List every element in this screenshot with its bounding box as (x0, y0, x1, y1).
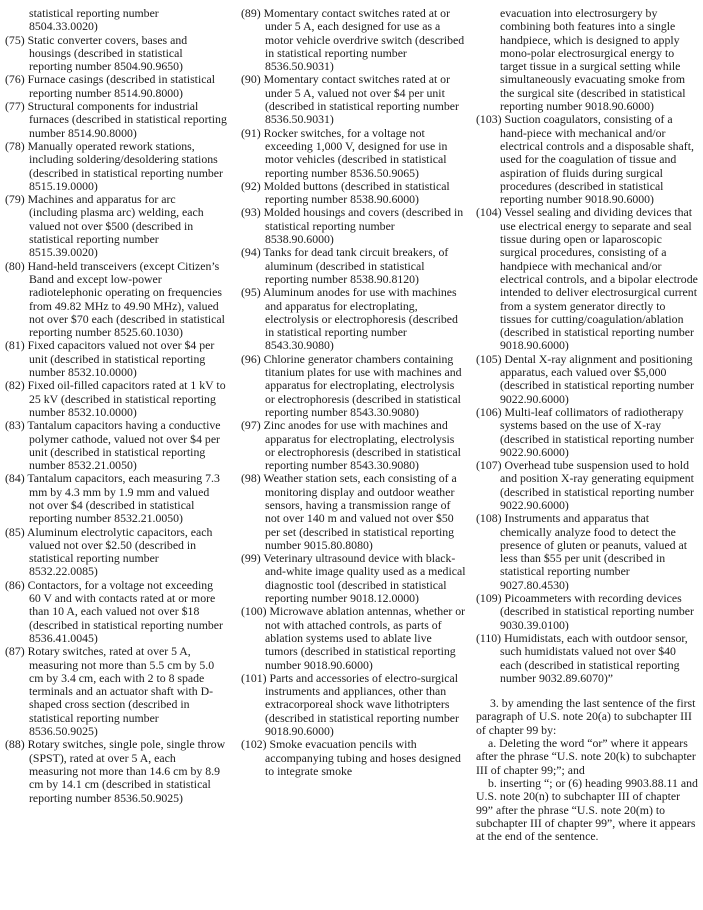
list-item-number: (84) (5, 471, 25, 486)
list-item (241, 7, 466, 73)
column-3 (476, 7, 698, 843)
list-item-number: (93) (241, 205, 261, 220)
list-item (5, 579, 227, 645)
list-item (476, 113, 698, 206)
list-item-number: (103) (476, 112, 502, 127)
list-item-number: (91) (241, 125, 261, 140)
list-item (241, 419, 466, 472)
list-item-text: evacuation into electrosurgery by combining both features into a single handpiece, which is designed to apply mono-polar electrosurgical energy to target tissue in a surgical setting while simultaneously evacuating smoke from the surgical site (described in statistical reporting number 9018.90.6000) (500, 6, 686, 114)
list-item-continuation (476, 7, 698, 113)
list-item (476, 353, 698, 406)
list-item-number: (90) (241, 72, 261, 87)
list-item-number: (102) (241, 737, 267, 752)
list-item (241, 206, 466, 246)
list-item-text: Fixed capacitors valued not over $4 per unit (described in statistical reporting number 8532.10.0000) (27, 338, 215, 380)
list-item-text: Tanks for dead tank circuit breakers, of aluminum (described in statistical reporting number 8538.90.8120) (263, 245, 449, 286)
list-item-text: Smoke evacuation pencils with accompanying tubing and hoses designed to integrate smoke (265, 737, 461, 778)
list-item-text: Hand-held transceivers (except Citizen’s Band and except low-power radiotelephonic operating on frequencies from 49.82 MHz to 49.90 MHz), valued not over $70 each (described in statistical reporting number 8525.60.1030) (27, 258, 225, 340)
amendment-subparagraph: a. Deleting the word “or” where it appears after the phrase “U.S. note 20(k) to subchapter III of chapter 99;”; and (476, 736, 696, 777)
list-item-text: Multi-leaf collimators of radiotherapy systems based on the use of X-ray (described in statistical reporting number 9022.90.6000) (500, 404, 694, 459)
list-item-text: Instruments and apparatus that chemically analyze food to detect the presence of gluten or peanuts, valued at less than $55 per unit (described in statistical reporting number 9027.80.4530) (500, 511, 688, 592)
list-item-number: (81) (5, 338, 25, 353)
list-item-text: Rocker switches, for a voltage not exceeding 1,000 V, designed for use in motor vehicles (described in statistical reporting number 8536.50.9065) (263, 125, 448, 180)
list-item-number: (95) (241, 285, 261, 300)
list-item-continuation (5, 7, 227, 34)
list-item (241, 552, 466, 605)
list-item-text: Suction coagulators, consisting of a hand-piece with mechanical and/or electrical controls and a disposable shaft, used for the coagulation of tissue and aspiration of fluids during surgical procedures (described in statistical reporting number 9018.90.6000) (500, 112, 694, 207)
list-item (5, 379, 227, 419)
list-item-text: Picoammeters with recording devices (described in statistical reporting number 9030.39.0100) (500, 591, 694, 632)
list-item (241, 73, 466, 126)
list-item (476, 632, 698, 685)
list-item (5, 645, 227, 738)
list-item-number: (99) (241, 551, 261, 566)
list-item-text: Tantalum capacitors having a conductive polymer cathode, valued not over $4 per unit (described in statistical reporting number 8532.21.0050) (27, 418, 221, 473)
list-item (5, 419, 227, 472)
list-item-number: (75) (5, 32, 25, 47)
list-item (241, 472, 466, 552)
list-item (5, 73, 227, 100)
list-item-number: (96) (241, 351, 261, 366)
list-item-text: Microwave ablation antennas, whether or not with attached controls, as parts of ablation systems used to ablate live tumors (described in statistical reporting number 9018.90.6000) (265, 604, 466, 672)
list-item-text: Momentary contact switches rated at or under 5 A, each designed for use as a motor vehicle overdrive switch (described in statistical reporting number 8536.50.9031) (263, 6, 465, 74)
list-item-number: (98) (241, 471, 261, 486)
list-item (476, 406, 698, 459)
list-item (476, 592, 698, 632)
column-2 (241, 7, 466, 778)
list-item-text: Fixed oil-filled capacitors rated at 1 kV to 25 kV (described in statistical reporting number 8532.10.0000) (27, 378, 226, 419)
amendment-paragraph: 3. by amending the last sentence of the first paragraph of U.S. note 20(a) to subchapter III of chapter 99 by: (476, 696, 696, 737)
list-item-text: Manually operated rework stations, including soldering/desoldering stations (described in statistical reporting number 8515.19.0000) (27, 138, 223, 193)
list-item-text: Veterinary ultrasound device with black-and-white image quality used as a medical diagnostic tool (described in statistical reporting number 9018.12.0000) (263, 551, 466, 606)
list-item-text: Dental X-ray alignment and positioning apparatus, each valued over $5,000 (described in statistical reporting number 9022.90.6000) (500, 351, 694, 406)
list-item-number: (89) (241, 6, 261, 20)
list-item-text: Overhead tube suspension used to hold and position X-ray generating equipment (described in statistical reporting number 9022.90.6000) (500, 458, 694, 512)
list-item-text: Parts and accessories of electro-surgical instruments and appliances, other than extracorporeal shock wave lithotripters (described in statistical reporting number 9018.90.6000) (265, 670, 459, 739)
list-item-number: (92) (241, 178, 261, 193)
list-item-number: (83) (5, 418, 25, 433)
list-item-text: Zinc anodes for use with machines and apparatus for electroplating, electrolysis or electrophoresis (described in statistical reporting number 8543.30.9080) (263, 418, 461, 473)
list-item-number: (78) (5, 138, 25, 153)
list-item-number: (101) (241, 670, 267, 685)
list-item-number: (109) (476, 591, 502, 606)
list-item-number: (104) (476, 205, 502, 220)
list-item-number: (76) (5, 72, 25, 87)
list-item (5, 339, 227, 379)
list-item-number: (105) (476, 351, 502, 366)
list-item-text: Chlorine generator chambers containing titanium plates for use with machines and apparatus for electroplating, electrolysis or electrophoresis (described in statistical reporting number 8543.30.9080) (263, 351, 462, 419)
list-item-text: Rotary switches, rated at over 5 A, measuring not more than 5.5 cm by 5.0 cm by 3.4 cm, each with 2 to 8 spade terminals and an actuator shaft with D-shaped cross section (described in statistical reporting number 8536.50.9025) (27, 644, 215, 739)
list-item-text: Molded housings and covers (described in statistical reporting number 8538.90.6000) (263, 205, 464, 247)
list-item-number: (79) (5, 192, 25, 207)
list-item-number: (88) (5, 737, 25, 752)
list-item-number: (108) (476, 511, 502, 526)
list-item (476, 459, 698, 512)
list-item-number: (97) (241, 418, 261, 433)
list-item (241, 246, 466, 286)
list-item-text: Static converter covers, bases and housings (described in statistical reporting number 8504.90.9650) (27, 32, 188, 74)
list-item-text: statistical reporting number 8504.33.0020) (29, 6, 159, 34)
list-item-text: Humidistats, each with outdoor sensor, such humidistats valued not over $40 each (described in statistical reporting number 9032.89.6070)” (500, 630, 688, 685)
list-item-text: Molded buttons (described in statistical reporting number 8538.90.6000) (263, 178, 450, 207)
list-item (5, 140, 227, 193)
list-item-number: (86) (5, 577, 25, 592)
list-item (241, 353, 466, 419)
list-item-number: (87) (5, 644, 25, 659)
list-item-number: (85) (5, 524, 25, 539)
list-item-text: Contactors, for a voltage not exceeding 60 V and with contacts rated at or more than 10 A, each valued not over $18 (described in statistical reporting number 8536.41.0045) (27, 577, 223, 645)
list-item-text: Machines and apparatus for arc (including plasma arc) welding, each valued not over $500 (described in statistical reporting number 8515.39.0020) (27, 192, 204, 260)
list-item-number: (82) (5, 378, 25, 393)
list-item (241, 672, 466, 738)
list-item (5, 526, 227, 579)
list-item (5, 260, 227, 340)
list-item-text: Tantalum capacitors, each measuring 7.3 mm by 4.3 mm by 1.9 mm and valued not over $4 (described in statistical reporting number 8532.21.0050) (27, 471, 220, 526)
list-item-number: (107) (476, 458, 502, 473)
list-item-text: Furnace casings (described in statistical reporting number 8514.90.8000) (27, 72, 215, 100)
list-item (476, 512, 698, 592)
list-item-text: Rotary switches, single pole, single throw (SPST), rated at over 5 A, each measuring not more than 14.6 cm by 8.9 cm by 14.1 cm (described in statistical reporting number 8536.50.9025) (27, 737, 226, 805)
list-item (5, 100, 227, 140)
list-item-text: Structural components for industrial furnaces (described in statistical reporting number 8514.90.8000) (27, 99, 227, 140)
list-item-number: (106) (476, 404, 502, 419)
column-1 (5, 7, 227, 805)
list-item-text: Momentary contact switches rated at or under 5 A, valued not over $4 per unit (described in statistical reporting number 8536.50.9031) (263, 72, 459, 127)
list-item (5, 472, 227, 525)
list-item-number: (94) (241, 245, 261, 260)
list-item (5, 193, 227, 259)
list-item-number: (77) (5, 99, 25, 114)
list-item (476, 206, 698, 352)
list-item (241, 127, 466, 180)
list-item (241, 286, 466, 352)
list-item (241, 605, 466, 671)
list-item (241, 738, 466, 778)
list-item-text: Aluminum anodes for use with machines and apparatus for electroplating, electrolysis or electrophoresis (described in statistical reporting number 8543.30.9080) (262, 285, 458, 353)
list-item-text: Aluminum electrolytic capacitors, each valued not over $2.50 (described in statistical reporting number 8532.22.0085) (26, 524, 213, 579)
list-item (5, 34, 227, 74)
list-item (241, 180, 466, 207)
list-item-number: (100) (241, 604, 267, 619)
list-item-text: Vessel sealing and dividing devices that use electrical energy to separate and seal tissue during open or laparoscopic surgical procedures, consisting of a handpiece with mechanical and/or electrical controls, and a bipolar electrode intended to deliver electrosurgical current from a system generator directly to tissues for cutting/coagulation/ablation (described in statistical reporting number 9018.90.6000) (500, 205, 698, 353)
amendment-subparagraph: b. inserting “; or (6) heading 9903.88.11 and U.S. note 20(n) to subchapter III of chapter 99” after the phrase “U.S. note 20(m) to subchapter III of chapter 99”, where it appears at the end of the sentence. (476, 775, 698, 844)
list-item-text: Weather station sets, each consisting of a monitoring display and outdoor weather sensors, having a transmission range of not over 140 m and valued not over $50 per set (described in statistical reporting number 9015.80.8080) (263, 471, 457, 552)
list-item-number: (110) (476, 630, 502, 645)
list-item (5, 738, 227, 804)
list-item-number: (80) (5, 258, 25, 273)
